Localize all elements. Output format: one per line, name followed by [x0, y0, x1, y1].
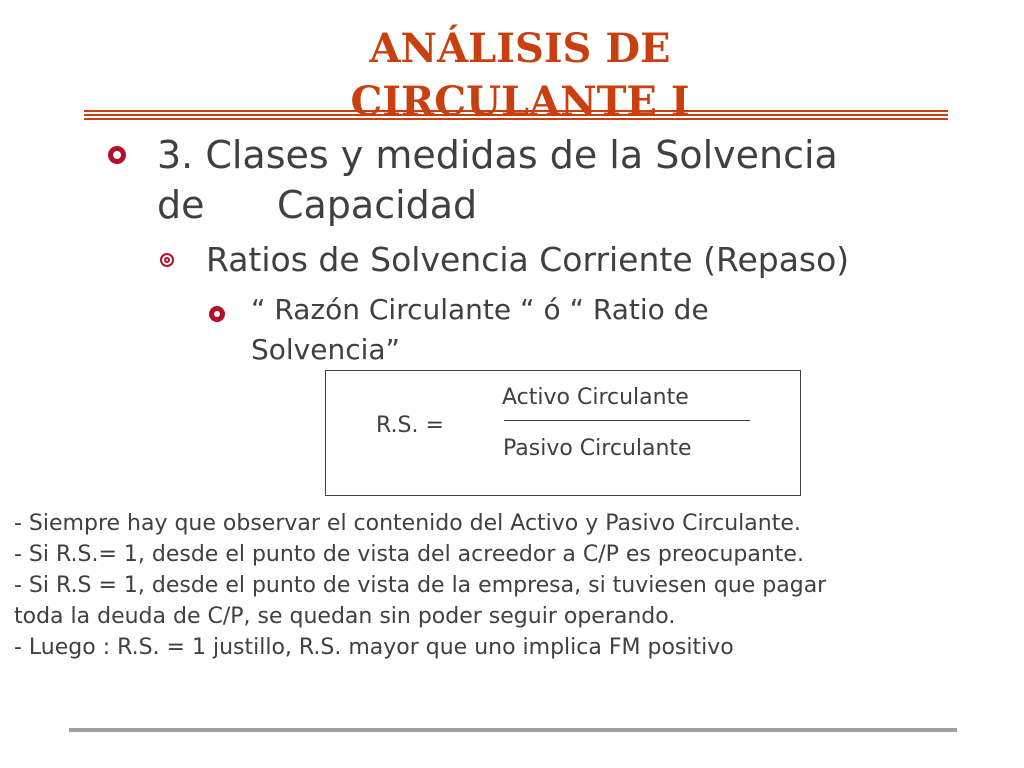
formula-denominator: Pasivo Circulante — [503, 436, 692, 461]
fraction-bar — [504, 420, 750, 421]
notes-block — [14, 508, 1014, 663]
ring-bullet-icon — [209, 306, 225, 322]
formula-lhs: R.S. = — [376, 413, 444, 438]
double-ring-bullet-icon — [160, 253, 174, 267]
note-line: toda la deuda de C/P, se quedan sin poder seguir operando. — [14, 604, 676, 629]
formula-numerator: Activo Circulante — [502, 385, 689, 410]
footer-divider — [69, 728, 957, 732]
formula-box — [325, 370, 801, 496]
filled-ring-bullet-icon — [108, 146, 126, 164]
bullet-level1-text: 3. Clases y medidas de la Solvencia de Capacidad — [157, 133, 838, 227]
note-line: - Luego : R.S. = 1 justillo, R.S. mayor que uno implica FM positivo — [14, 635, 734, 660]
note-line: - Si R.S.= 1, desde el punto de vista del acreedor a C/P es preocupante. — [14, 542, 804, 567]
note-line: - Siempre hay que observar el contenido del Activo y Pasivo Circulante. — [14, 511, 801, 536]
bullet-level3-text: “ Razón Circulante “ ó “ Ratio de Solvencia” — [251, 293, 709, 366]
slide-title: ANÁLISIS DE CIRCULANTE I — [350, 25, 690, 125]
bullet-level2-text: Ratios de Solvencia Corriente (Repaso) — [206, 240, 850, 279]
note-line: - Si R.S = 1, desde el punto de vista de la empresa, si tuviesen que pagar — [14, 573, 827, 598]
